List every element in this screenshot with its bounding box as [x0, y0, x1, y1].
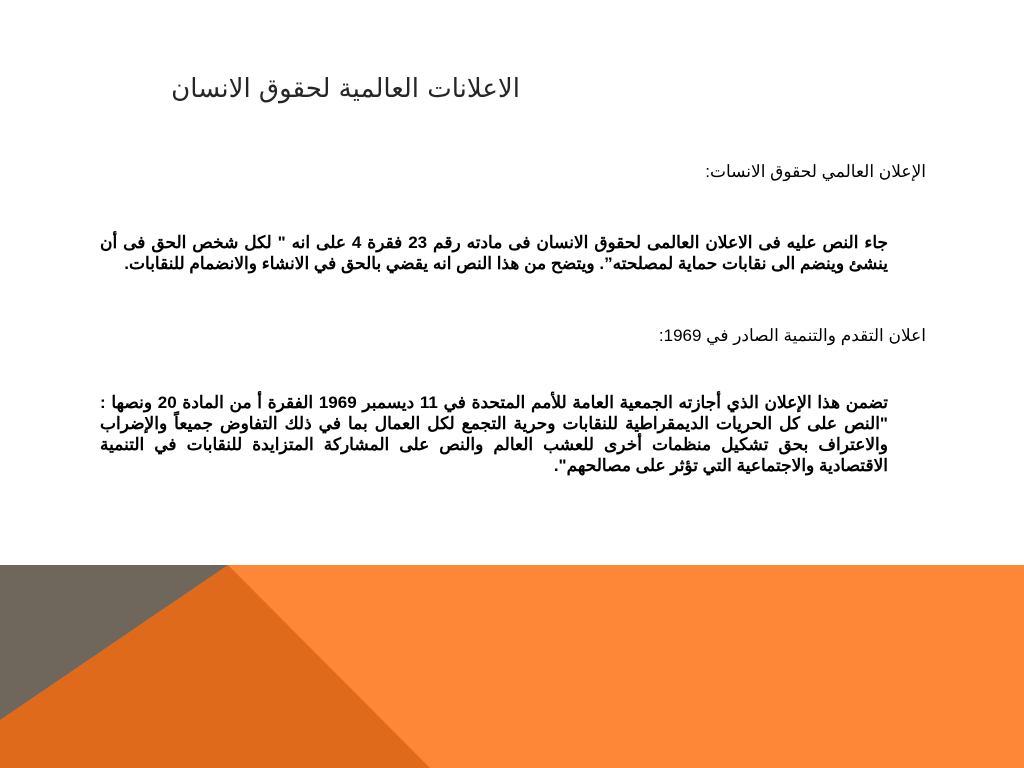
- slide-content: [100, 152, 926, 476]
- section-heading-udhr: الإعلان العالمي لحقوق الانسات:: [705, 162, 926, 181]
- slide-title: الاعلانات العالمية لحقوق الانسان: [171, 74, 520, 105]
- section-body-1969-declaration: تضمن هذا الإعلان الذي أجازته الجمعية العامة للأمم المتحدة في 11 ديسمبر 1969 الفقرة أ من المادة 20 ونصها : "النص على كل الحريات الديمقراطية للنقابات وحرية التجمع لكل العمال بما في ذلك التفاوض جميعاً والإضراب والاعتراف بحق تشكيل منظمات أخرى للعشب العالم والنص على المشاركة المتزايدة للنقابات في التنمية الاقتصادية والاجتماعية التي تؤثر على مصالحهم".: [100, 393, 888, 475]
- footer-dark-orange-triangle: [0, 565, 430, 768]
- section-heading-1969-declaration: اعلان التقدم والتنمية الصادر في 1969:: [658, 326, 926, 345]
- footer-gray-triangle: [0, 565, 228, 720]
- footer-orange-band: [0, 565, 1024, 768]
- section-body-udhr: جاء النص عليه فى الاعلان العالمى لحقوق الانسان فى مادته رقم 23 فقرة 4 على انه " لكل شخص الحق فى أن ينشئ وينضم الى نقابات حماية لمصلحته”. ويتضح من هذا النص انه يقضي بالحق في الانشاء والانضمام للنقابات.: [100, 233, 889, 273]
